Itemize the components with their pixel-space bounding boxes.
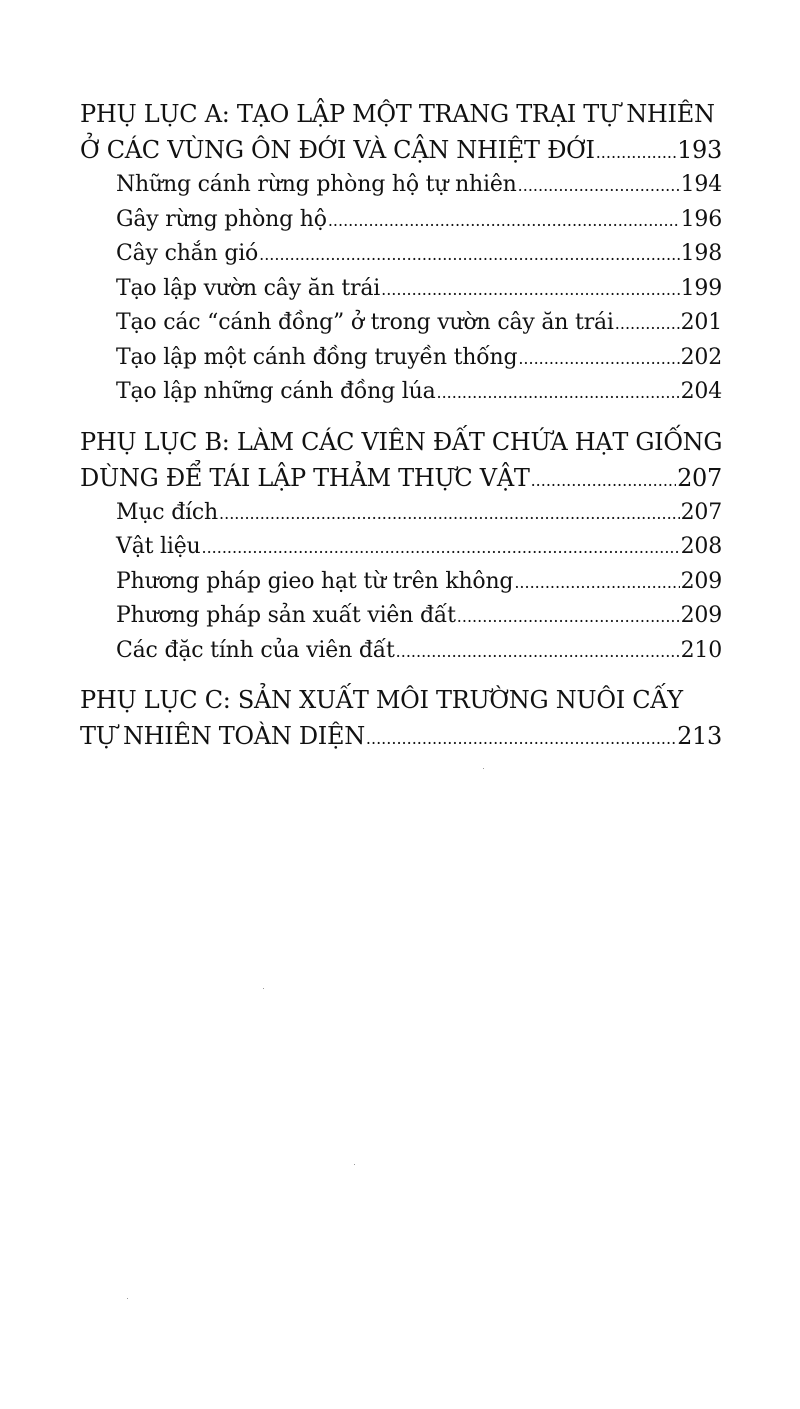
section-appendix-a [80, 96, 722, 410]
entry-label: Mục đích [116, 499, 219, 525]
entry-label: Tạo lập vườn cây ăn trái [116, 275, 381, 301]
entry-label: Phương pháp gieo hạt từ trên không [116, 568, 514, 594]
toc-entry[interactable] [80, 565, 722, 600]
dot-leader [518, 169, 680, 203]
section-title: PHỤ LỤC C: SẢN XUẤT MÔI TRƯỜNG NUÔI CẤY [80, 686, 683, 714]
entry-label: Phương pháp sản xuất viên đất [116, 603, 456, 628]
table-of-contents [80, 96, 722, 768]
entry-label: Tạo các “cánh đồng” ở trong vườn cây ăn trái [116, 310, 614, 335]
entry-label: Ở CÁC VÙNG ÔN ĐỚI VÀ CẬN NHIỆT ĐỚI [80, 136, 595, 164]
toc-entry[interactable] [80, 237, 722, 272]
section-appendix-b [80, 424, 722, 669]
entry-label: Những cánh rừng phòng hộ tự nhiên [116, 172, 517, 197]
entry-label: Cây chắn gió [116, 241, 259, 266]
dot-leader [596, 135, 676, 168]
dot-leader [531, 463, 677, 496]
toc-entry[interactable] [80, 306, 722, 341]
entry-label: Các đặc tính của viên đất [116, 637, 395, 663]
page-number: 194 [680, 172, 722, 197]
toc-entry[interactable] [80, 496, 722, 531]
dot-leader [366, 721, 676, 754]
entry-label: Vật liệu [116, 534, 201, 559]
entry-label: Tạo lập những cánh đồng lúa [116, 379, 436, 404]
section-appendix-c [80, 682, 722, 754]
scan-speck [354, 1164, 355, 1165]
dot-leader [615, 307, 680, 341]
page-number: 207 [680, 499, 722, 525]
page-number: 213 [677, 722, 722, 750]
dot-leader [437, 376, 680, 410]
page-number: 202 [680, 344, 722, 370]
section-title: PHỤ LỤC B: LÀM CÁC VIÊN ĐẤT CHỨA HẠT GIỐNG [80, 427, 723, 456]
page-number: 204 [680, 379, 722, 404]
entry-label: Tạo lập một cánh đồng truyền thống [116, 344, 518, 370]
toc-entry[interactable] [80, 203, 722, 238]
page-number: 199 [680, 275, 722, 301]
dot-leader [457, 600, 680, 634]
toc-entry[interactable] [80, 530, 722, 565]
page-number: 193 [677, 136, 722, 164]
dot-leader [396, 635, 680, 669]
toc-entry-appendix-c[interactable] [80, 718, 722, 754]
dot-leader [381, 273, 679, 307]
section-title: PHỤ LỤC A: TẠO LẬP MỘT TRANG TRẠI TỰ NHIÊN [80, 100, 715, 128]
toc-entry-appendix-a[interactable] [80, 132, 722, 168]
page-number: 208 [680, 534, 722, 559]
page-number: 198 [680, 241, 722, 266]
dot-leader [514, 566, 679, 600]
scan-speck [127, 1298, 128, 1299]
dot-leader [202, 531, 680, 565]
toc-entry[interactable] [80, 168, 722, 203]
toc-entry-appendix-b[interactable] [80, 460, 722, 496]
entry-label: TỰ NHIÊN TOÀN DIỆN [80, 722, 365, 750]
page-number: 201 [680, 310, 722, 335]
scan-speck [263, 988, 264, 989]
toc-entry[interactable] [80, 375, 722, 410]
page-number: 210 [680, 637, 722, 663]
entry-label: Gây rừng phòng hộ [116, 206, 327, 232]
page-number: 207 [677, 463, 722, 492]
page-number: 209 [680, 603, 722, 628]
entry-label: DÙNG ĐỂ TÁI LẬP THẢM THỰC VẬT [80, 463, 530, 492]
page-number: 196 [680, 206, 722, 232]
dot-leader [219, 497, 680, 531]
page-number: 209 [680, 568, 722, 594]
dot-leader [259, 238, 679, 272]
toc-entry[interactable] [80, 634, 722, 669]
toc-entry[interactable] [80, 341, 722, 376]
scan-speck [483, 768, 484, 769]
toc-entry[interactable] [80, 272, 722, 307]
dot-leader [518, 342, 679, 376]
dot-leader [328, 204, 680, 238]
toc-entry[interactable] [80, 599, 722, 634]
